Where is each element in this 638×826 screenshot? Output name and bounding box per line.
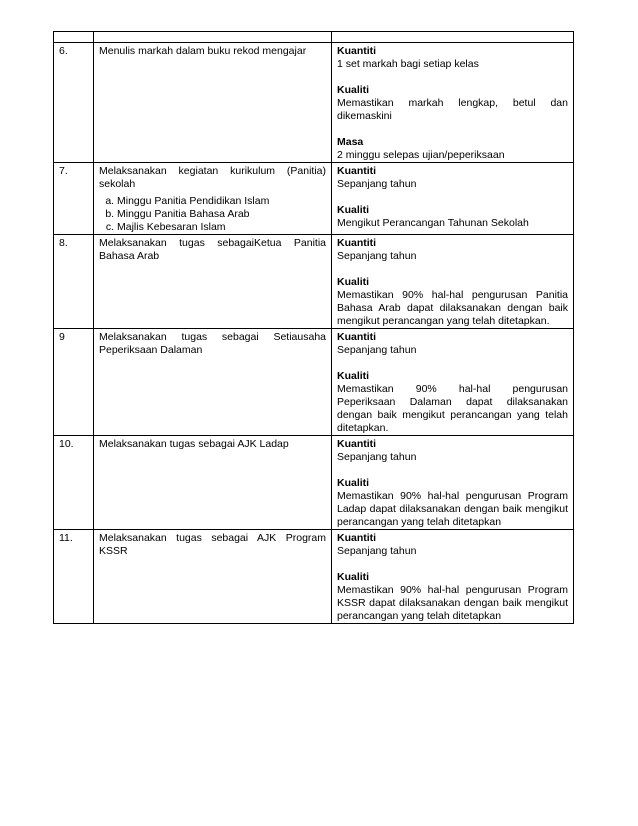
entry-spacer <box>337 71 568 84</box>
target-text: Sepanjang tahun <box>337 344 417 356</box>
activity-list-item: a. Minggu Panitia Pendidikan Islam <box>117 195 326 208</box>
duties-table-body <box>54 32 574 624</box>
target-label: Kuantiti <box>337 438 377 450</box>
target-label: Masa <box>337 136 364 148</box>
target-label: Kuantiti <box>337 532 377 544</box>
task-cell <box>94 436 332 530</box>
target-label: Kuantiti <box>337 45 377 57</box>
activity-list <box>99 195 326 234</box>
task-cell <box>94 530 332 624</box>
target-cell <box>332 530 574 624</box>
table-header-row <box>54 32 574 43</box>
header-cell-task <box>94 32 332 43</box>
task-cell <box>94 43 332 163</box>
task-description: Melaksanakan kegiatan kurikulum (Panitia) sekolah <box>99 165 326 190</box>
task-cell <box>94 329 332 436</box>
target-cell <box>332 163 574 235</box>
target-text: 2 minggu selepas ujian/peperiksaan <box>337 149 505 161</box>
target-label: Kuantiti <box>337 165 377 177</box>
target-cell <box>332 329 574 436</box>
task-cell <box>94 235 332 329</box>
table-row <box>54 163 574 235</box>
target-label: Kualiti <box>337 84 370 96</box>
target-label: Kualiti <box>337 477 370 489</box>
target-label: Kuantiti <box>337 237 377 249</box>
target-text: Sepanjang tahun <box>337 250 417 262</box>
task-description: Melaksanakan tugas sebagai AJK Ladap <box>99 438 289 450</box>
task-description: Melaksanakan tugas sebagai AJK Program KSSR <box>99 532 326 557</box>
activity-list-item: c. Majlis Kebesaran Islam <box>117 221 326 234</box>
table-row <box>54 329 574 436</box>
target-text: Sepanjang tahun <box>337 451 417 463</box>
entry-spacer <box>337 123 568 136</box>
table-row <box>54 436 574 530</box>
entry-spacer <box>337 558 568 571</box>
table-row <box>54 530 574 624</box>
target-text: Memastikan 90% hal-hal pengurusan Program Ladap dapat dilaksanakan dengan baik mengikut perancangan yang telah ditetapkan <box>337 490 568 528</box>
target-label: Kualiti <box>337 276 370 288</box>
row-number: 10. <box>54 436 94 530</box>
table-row <box>54 43 574 163</box>
target-label: Kualiti <box>337 571 370 583</box>
activity-list-item: b. Minggu Panitia Bahasa Arab <box>117 208 326 221</box>
entry-spacer <box>337 357 568 370</box>
task-description: Melaksanakan tugas sebagai Setiausaha Peperiksaan Dalaman <box>99 331 326 356</box>
target-cell <box>332 436 574 530</box>
task-description: Menulis markah dalam buku rekod mengajar <box>99 45 307 57</box>
row-number: 11. <box>54 530 94 624</box>
target-text: Memastikan markah lengkap, betul dan dikemaskini <box>337 97 568 122</box>
target-text: Sepanjang tahun <box>337 178 417 190</box>
target-text: Memastikan 90% hal-hal pengurusan Program KSSR dapat dilaksanakan dengan baik mengikut perancangan yang telah ditetapkan <box>337 584 568 622</box>
header-cell-target <box>332 32 574 43</box>
entry-spacer <box>337 191 568 204</box>
row-number: 9 <box>54 329 94 436</box>
task-cell <box>94 163 332 235</box>
row-number: 8. <box>54 235 94 329</box>
target-label: Kualiti <box>337 204 370 216</box>
target-text: Memastikan 90% hal-hal pengurusan Panitia Bahasa Arab dapat dilaksanakan dengan baik mengikut perancangan yang telah ditetapkan. <box>337 289 568 327</box>
target-text: 1 set markah bagi setiap kelas <box>337 58 479 70</box>
row-number: 6. <box>54 43 94 163</box>
table-row <box>54 235 574 329</box>
duties-table <box>53 31 574 624</box>
target-label: Kuantiti <box>337 331 377 343</box>
target-cell <box>332 235 574 329</box>
entry-spacer <box>337 464 568 477</box>
target-text: Memastikan 90% hal-hal pengurusan Peperiksaan Dalaman dapat dilaksanakan dengan baik mengikut perancangan yang telah ditetapkan. <box>337 383 568 434</box>
header-cell-number <box>54 32 94 43</box>
task-description: Melaksanakan tugas sebagaiKetua Panitia Bahasa Arab <box>99 237 326 262</box>
target-text: Mengikut Perancangan Tahunan Sekolah <box>337 217 529 229</box>
target-label: Kualiti <box>337 370 370 382</box>
target-cell <box>332 43 574 163</box>
row-number: 7. <box>54 163 94 235</box>
entry-spacer <box>337 263 568 276</box>
target-text: Sepanjang tahun <box>337 545 417 557</box>
